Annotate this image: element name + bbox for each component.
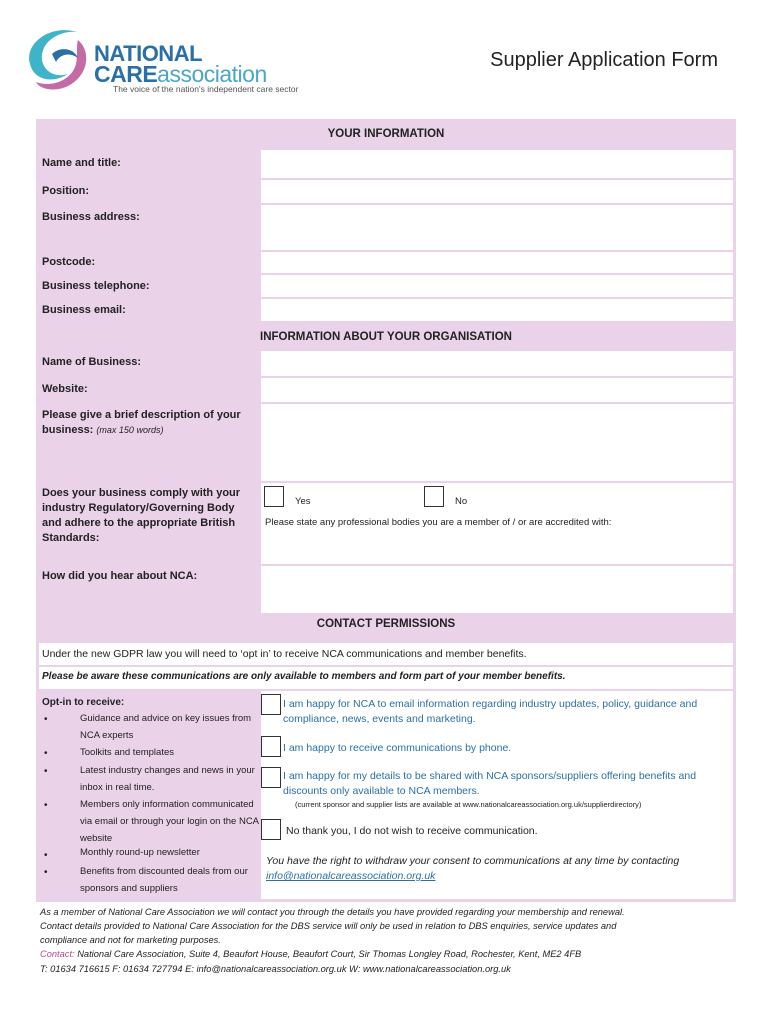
footer-line-1: As a member of National Care Association we will contact you through the details you have provided regarding your membership and renewal.	[40, 907, 625, 917]
checkbox-yes[interactable]	[264, 486, 284, 507]
optin-bullet-toolkits: Toolkits and templates	[80, 747, 174, 758]
input-website[interactable]	[261, 378, 733, 402]
bullet-dot: •	[44, 748, 48, 759]
application-form	[36, 119, 736, 902]
checkbox-email-updates[interactable]	[261, 694, 281, 715]
bullet-dot: •	[44, 800, 48, 811]
optin-bullet-discounts: Benefits from discounted deals from our sponsors and suppliers	[80, 866, 248, 894]
footer-contact-label: Contact:	[40, 949, 75, 959]
checkbox-sponsors[interactable]	[261, 767, 281, 788]
optin-bullet-guidance: Guidance and advice on key issues from NCA experts	[80, 713, 252, 741]
footer-contact-address: National Care Association, Suite 4, Beaufort House, Beaufort Court, Sir Thomas Longley Road, Rochester, Kent, ME2 4FB	[77, 949, 582, 959]
label-business-telephone: Business telephone:	[42, 280, 150, 292]
optin-heading: Opt-in to receive:	[42, 697, 125, 708]
bullet-dot: •	[44, 867, 48, 878]
input-business-address[interactable]	[261, 205, 733, 250]
section-heading-your-information: YOUR INFORMATION	[327, 128, 445, 140]
input-name-title[interactable]	[261, 150, 733, 178]
label-position: Position:	[42, 185, 90, 197]
label-name-title: Name and title:	[42, 157, 121, 169]
input-how-heard[interactable]	[261, 566, 733, 613]
label-business-email: Business email:	[42, 304, 126, 316]
input-position[interactable]	[261, 180, 733, 203]
gdpr-text-row	[39, 643, 733, 665]
input-business-email[interactable]	[261, 299, 733, 321]
label-name-of-business: Name of Business:	[42, 356, 142, 368]
footer-line-2: Contact details provided to National Care Association for the DBS service will only be used in relation to DBS enquiries, service updates and	[40, 921, 617, 931]
option-sponsors: I am happy for my details to be shared with NCA sponsors/suppliers offering benefits and discounts only available to NCA members.	[283, 770, 697, 797]
logo-tagline: The voice of the nation's independent care sector	[113, 84, 299, 94]
input-postcode[interactable]	[261, 252, 733, 273]
withdraw-text: You have the right to withdraw your consent to communications at any time by contacting info@nationalcareassociation.org.uk	[266, 855, 680, 882]
option-email-updates: I am happy for NCA to email information regarding industry updates, policy, guidance and compliance, news, events and marketing.	[283, 698, 698, 725]
description-hint: (max 150 words)	[96, 425, 164, 435]
optin-bullet-industry-changes: Latest industry changes and news in your inbox in real time.	[80, 765, 255, 793]
sponsors-note: (current sponsor and supplier lists are available at www.nationalcareassociation.org.uk/supplierdirectory)	[295, 800, 642, 809]
input-business-description[interactable]	[261, 404, 733, 481]
gdpr-text: Under the new GDPR law you will need to ‘opt in’ to receive NCA communications and member benefits.	[42, 648, 527, 660]
input-business-telephone[interactable]	[261, 275, 733, 297]
checkbox-no-communication[interactable]	[261, 819, 281, 840]
bullet-dot: •	[44, 850, 48, 861]
logo-swirl-icon	[22, 24, 102, 99]
checkbox-phone[interactable]	[261, 736, 281, 757]
footer-line-3: compliance and not for marketing purposes.	[40, 935, 221, 945]
permissions-options-cell	[261, 691, 733, 899]
label-business-address: Business address:	[42, 211, 140, 223]
option-no-communication: No thank you, I do not wish to receive communication.	[286, 825, 538, 837]
logo-text-care-association: CAREassociation	[94, 61, 267, 87]
label-yes: Yes	[295, 496, 311, 507]
checkbox-no[interactable]	[424, 486, 444, 507]
professional-bodies-prompt: Please state any professional bodies you are a member of / or are accredited with:	[265, 517, 612, 528]
comply-standards-cell	[261, 483, 733, 564]
input-name-of-business[interactable]	[261, 351, 733, 376]
section-heading-organisation: INFORMATION ABOUT YOUR ORGANISATION	[260, 331, 512, 343]
label-comply-standards: Does your business comply with your industry Regulatory/Governing Body and adhere to the appropriate British Standards:	[42, 487, 241, 544]
section-heading-contact-permissions: CONTACT PERMISSIONS	[316, 618, 456, 630]
option-phone: I am happy to receive communications by phone.	[283, 742, 512, 754]
footer-contact	[40, 949, 581, 959]
label-no: No	[455, 496, 468, 507]
form-title: Supplier Application Form	[490, 49, 718, 71]
footer-phones: T: 01634 716615 F: 01634 727794 E: info@nationalcareassociation.org.uk W: www.nationalcareassociation.org.uk	[40, 964, 511, 974]
label-website: Website:	[42, 383, 88, 395]
aware-text-row	[39, 667, 733, 689]
optin-bullet-members-info: Members only information communicated via email or through your login on the NCA website	[80, 799, 259, 844]
nca-logo	[22, 24, 332, 104]
optin-bullet-newsletter: Monthly round-up newsletter	[80, 847, 200, 858]
aware-text: Please be aware these communications are only available to members and form part of your member benefits.	[42, 671, 566, 682]
label-how-heard: How did you hear about NCA:	[42, 570, 198, 582]
label-business-description: Please give a brief description of your business: (max 150 words)	[42, 409, 241, 436]
withdraw-email-link[interactable]: info@nationalcareassociation.org.uk	[266, 870, 436, 882]
bullet-dot: •	[44, 766, 48, 777]
label-postcode: Postcode:	[42, 256, 96, 268]
logo-text-national: NATIONAL	[94, 41, 203, 66]
bullet-dot: •	[44, 714, 48, 725]
